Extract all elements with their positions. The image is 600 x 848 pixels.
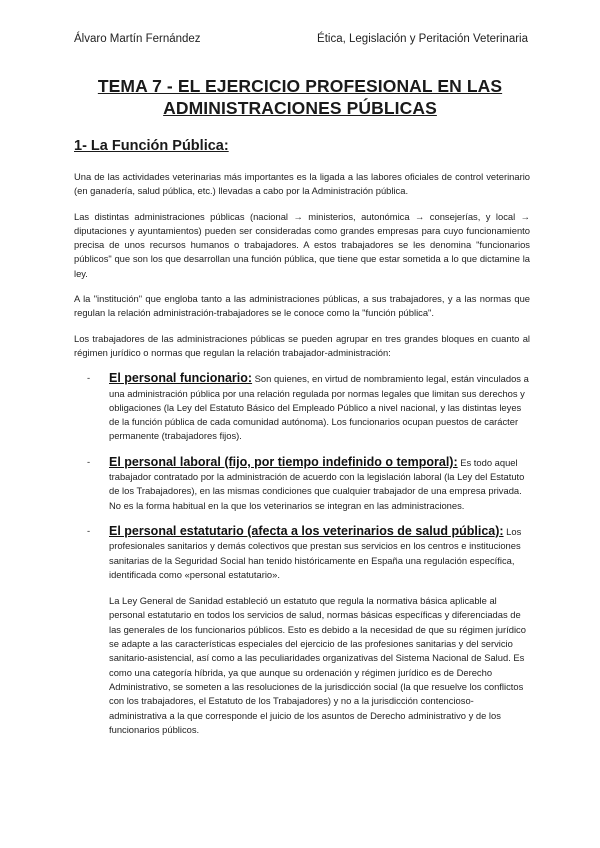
paragraph: Una de las actividades veterinarias más importantes es la ligada a las labores oficiales de control veterinario (en ganadería, salud pública, etc.) llevadas a cabo por la Administración pública. bbox=[74, 171, 530, 197]
list-item-term: El personal funcionario: bbox=[109, 371, 253, 386]
list-item-text: Es todo aquel trabajador contratado por la administración de acuerdo con la legislación laboral (la Ley del Estatuto de los Trabajadores), en las mismas condiciones que cualquier trabajador de una empresa privada. No es la forma habitual en la que los veterinarios se integran en las administraciones. bbox=[109, 456, 525, 511]
header-author: Álvaro Martín Fernández bbox=[74, 33, 201, 45]
worker-types-list bbox=[74, 371, 530, 737]
list-item bbox=[74, 455, 530, 513]
paragraph: Los trabajadores de las administraciones públicas se pueden agrupar en tres grandes bloques en cuanto al régimen jurídico o normas que regulan la relación trabajador-administración: bbox=[74, 332, 530, 358]
paragraph: A la "institución" que engloba tanto a las administraciones públicas, a sus trabajadores, y a las normas que regulan la relación administración-trabajadores se le conoce como la "función pública". bbox=[74, 293, 530, 319]
page-header bbox=[74, 33, 528, 45]
list-item bbox=[74, 371, 530, 443]
paragraph: Las distintas administraciones públicas (nacional → ministerios, autonómica → consejerías, y local → diputaciones y ayuntamientos) pueden ser consideradas como grandes empresas para cuyo funcionamiento precisa de unos recursos humanos o trabajadores. A estos trabajadores se les denomina "funcionarios públicos" que son los que desarrollan una función pública, que tiene que estar sometida a lo que dictamine la ley. bbox=[74, 210, 530, 279]
section-heading: 1- La Función Pública: bbox=[74, 138, 229, 154]
page-title bbox=[60, 75, 540, 119]
list-item-text: Son quienes, en virtud de nombramiento legal, están vinculados a una administración pública por una relación regulada por normas legales que limitan sus derechos y obligaciones (la Ley del Estatuto Básico del Empleado Público a nivel nacional, y las distintas leyes de la función pública de cada comunidad autónoma). Los funcionarios ocupan puestos de carácter permanente (trabajadores fijos). bbox=[109, 373, 529, 442]
bullet: - bbox=[87, 455, 91, 467]
title-line-2: ADMINISTRACIONES PÚBLICAS bbox=[163, 98, 437, 118]
document-body bbox=[74, 170, 530, 748]
bullet: - bbox=[87, 372, 91, 384]
list-item-term: El personal estatutario (afecta a los veterinarios de salud pública): bbox=[109, 523, 504, 538]
list-item-extra: La Ley General de Sanidad estableció un estatuto que regula la normativa básica aplicable al personal estatutario en todos los servicios de salud, normas básicas específicas y diferenciadas de las generales de los funcionarios públicos. Esto es debido a la necesidad de que su régimen jurídico se adapte a las características especiales del ejercicio de las profesiones sanitarias y del servicio sanitario-asistencial, así como a las peculiaridades organizativas del Sistema Nacional de Salud. Es como una categoría híbrida, ya que aunque su ordenación y régimen jurídico es de Derecho Administrativo, se someten a las resoluciones de la jurisdicción social (la que resuelve los conflictos con los trabajadores, el Estatuto de los Trabajadores) y no a la jurisdicción contencioso-administrativa a la que corresponde el juicio de los asuntos de Derecho administrativo y de los funcionarios públicos. bbox=[109, 595, 526, 735]
list-item-term: El personal laboral (fijo, por tiempo indefinido o temporal): bbox=[109, 454, 458, 469]
bullet: - bbox=[87, 524, 91, 536]
title-line-1: TEMA 7 - EL EJERCICIO PROFESIONAL EN LAS bbox=[97, 76, 503, 96]
list-item-text: Los profesionales sanitarios y demás colectivos que prestan sus servicios en los centros e instituciones sanitarias de la Seguridad Social han tenido históricamente en España una regulación específica, identificada como «personal estatutario». bbox=[109, 525, 522, 580]
header-subject: Ética, Legislación y Peritación Veterinaria bbox=[317, 33, 528, 45]
list-item bbox=[74, 524, 530, 737]
